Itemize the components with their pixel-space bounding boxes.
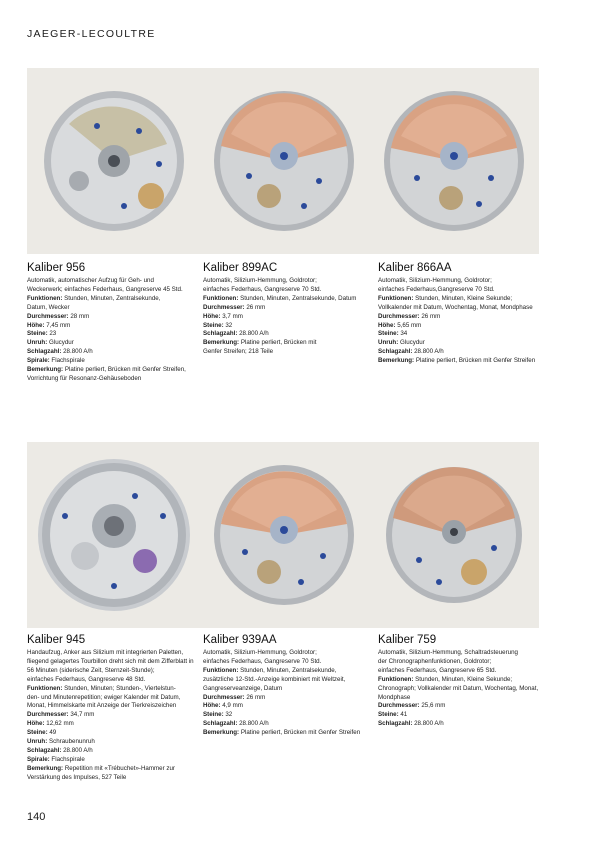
spec-line [27,685,202,694]
spec-value: den- und Minutenrepetition; ewiger Kalender mit Datum, [27,693,181,701]
spec-value: 28.800 A/h [61,746,93,754]
spec-value: Repetition mit «Trébuchet»-Hammer zur [63,764,175,772]
spec-line [378,357,553,366]
spec-line [27,711,202,720]
spec-value: 49 [47,729,57,737]
caliber-956-image [29,68,199,254]
spec-value: 3,7 mm [220,312,243,320]
spec-value: 28.800 A/h [412,348,444,356]
spec-line [378,339,553,348]
spec-line [203,295,378,304]
caliber-866aa-image [369,68,539,254]
spec-value: Stunden, Minuten; Stunden-, Viertelstun- [62,684,176,692]
spec-line [203,685,378,694]
spec-line [378,348,553,357]
spec-label: Funktionen: [27,684,63,692]
spec-label: Schlagzahl: [203,330,238,338]
spec-value: Glucydur [47,339,74,347]
caliber-945-image [29,442,199,628]
caliber-759-card [378,634,553,729]
caliber-866aa-card [378,262,553,366]
spec-label: Steine: [203,321,224,329]
spec-value: einfaches Federhaus,Gangreserve 70 Std. [378,285,495,293]
spec-line [27,286,202,295]
spec-label: Bemerkung: [27,366,64,374]
spec-line [27,366,202,375]
spec-value: Platine perliert, Brücken mit [239,339,317,347]
spec-value: der Chronographenfunktionen, Goldrotor; [378,657,492,665]
spec-line [203,348,378,357]
spec-line [378,694,553,703]
spec-line [203,711,378,720]
spec-line [203,322,378,331]
spec-label: Funktionen: [203,294,239,302]
caliber-title: Kaliber 939AA [203,634,277,646]
spec-value: einfaches Federhaus, Gangreserve 65 Std. [378,666,497,674]
spec-line [27,765,202,774]
spec-line [27,304,202,313]
spec-value: 25,6 mm [419,702,446,710]
spec-label: Steine: [203,711,224,719]
spec-value: Platine perliert, Brücken mit Genfer Streifen, [63,366,186,374]
spec-line [27,747,202,756]
spec-line [378,286,553,295]
spec-label: Steine: [378,711,399,719]
spec-value: Mondphase [378,693,411,701]
spec-label: Steine: [378,330,399,338]
caliber-899ac-image [199,68,369,254]
spec-line [203,694,378,703]
spec-value: einfaches Federhaus, Gangreserve 70 Std. [203,285,322,293]
spec-label: Spirale: [27,357,50,365]
spec-line [203,277,378,286]
spec-value: Automatik, Silizium-Hemmung, Schaltradsteuerung [378,649,518,656]
spec-value: 23 [47,330,57,338]
spec-value: 34,7 mm [68,711,95,719]
spec-value: 56 Minuten (siderische Zeit, Sternzeit-Stunde); [27,666,155,674]
spec-line [27,667,202,676]
spec-label: Schlagzahl: [378,348,413,356]
spec-value: Stunden, Minuten, Zentralsekunde, [238,666,337,674]
spec-line [203,339,378,348]
spec-value: 28 mm [68,312,90,320]
spec-value: 26 mm [244,303,266,311]
spec-label: Durchmesser: [27,312,69,320]
spec-value: fliegend gelagertes Tourbillon dreht sich mit dem Zifferblatt in [27,657,194,665]
spec-line [203,286,378,295]
spec-value: Verstärkung des Impulses, 527 Teile [27,773,127,781]
spec-line [378,658,553,667]
spec-label: Durchmesser: [27,711,69,719]
spec-label: Höhe: [203,312,221,320]
spec-line [378,277,553,286]
spec-value: Automatik, Silizium-Hemmung, Goldrotor; [203,649,317,656]
spec-label: Durchmesser: [203,303,245,311]
spec-label: Schlagzahl: [27,348,62,356]
spec-label: Schlagzahl: [27,746,62,754]
spec-value: Datum, Wecker [27,303,70,311]
caliber-title: Kaliber 899AC [203,262,278,274]
spec-value: 26 mm [419,312,441,320]
page-number: 140 [27,811,46,823]
spec-line [203,702,378,711]
caliber-899ac-card [203,262,378,357]
spec-value: Stunden, Minuten, Zentralsekunde, Datum [238,294,357,302]
spec-value: Stunden, Minuten, Zentralsekunde, [62,294,161,302]
spec-line [203,667,378,676]
spec-value: Flachspirale [49,755,85,763]
spec-line [378,330,553,339]
spec-label: Schlagzahl: [203,720,238,728]
spec-line [378,702,553,711]
spec-label: Steine: [27,330,48,338]
spec-line [203,676,378,685]
spec-value: Genfer Streifen; 218 Teile [203,348,274,356]
spec-line [203,649,378,658]
spec-value: Chronograph; Vollkalender mit Datum, Wochentag, Monat, [378,684,539,692]
spec-line [27,313,202,322]
spec-label: Unruh: [378,339,399,347]
spec-line [378,676,553,685]
spec-label: Durchmesser: [378,312,420,320]
spec-value: 26 mm [244,693,266,701]
spec-label: Höhe: [378,321,396,329]
spec-value: 34 [398,330,408,338]
movement-photo-band-top [27,68,539,254]
spec-line [27,756,202,765]
spec-line [203,304,378,313]
spec-line [203,313,378,322]
spec-line [27,357,202,366]
spec-label: Funktionen: [203,666,239,674]
spec-label: Höhe: [27,720,45,728]
spec-value: Weckerwerk; einfaches Federhaus, Gangreserve 45 Std. [27,285,183,293]
spec-label: Unruh: [27,339,48,347]
caliber-title: Kaliber 866AA [378,262,452,274]
spec-line [27,375,202,384]
spec-line [27,720,202,729]
spec-line [27,676,202,685]
spec-line [27,774,202,783]
spec-value: Automatik, automatischer Aufzug für Geh- und [27,277,154,284]
spec-line [378,720,553,729]
spec-line [203,658,378,667]
caliber-939aa-image [199,442,369,628]
spec-line [27,322,202,331]
spec-line [27,348,202,357]
spec-line [378,304,553,313]
spec-label: Funktionen: [378,294,414,302]
spec-label: Funktionen: [27,294,63,302]
spec-value: 32 [223,321,233,329]
movement-photo-band-bottom [27,442,539,628]
spec-label: Bemerkung: [27,764,64,772]
spec-label: Höhe: [27,321,45,329]
spec-value: 4,9 mm [220,702,243,710]
spec-value: 28.800 A/h [237,330,269,338]
spec-value: Glucydur [398,339,425,347]
spec-line [27,658,202,667]
spec-line [27,277,202,286]
spec-line [203,729,378,738]
spec-line [378,667,553,676]
spec-value: einfaches Federhaus, Gangreserve 70 Std. [203,657,322,665]
caliber-945-card [27,634,202,783]
spec-line [27,339,202,348]
spec-value: Stunden, Minuten, Kleine Sekunde; [413,294,513,302]
spec-line [378,313,553,322]
spec-label: Bemerkung: [203,339,240,347]
spec-value: Automatik, Silizium-Hemmung, Goldrotor; [203,277,317,284]
spec-value: Platine perliert, Brücken mit Genfer Streifen [239,729,361,737]
spec-line [27,729,202,738]
spec-value: 41 [398,711,408,719]
brand-header: JAEGER-LECOULTRE [27,28,156,40]
caliber-title: Kaliber 956 [27,262,86,274]
spec-line [378,649,553,658]
spec-line [27,694,202,703]
caliber-759-image [369,442,539,628]
spec-value: einfaches Federhaus, Gangreserve 48 Std. [27,675,146,683]
spec-value: 32 [223,711,233,719]
caliber-939aa-card [203,634,378,738]
spec-label: Spirale: [27,755,50,763]
spec-label: Schlagzahl: [378,720,413,728]
spec-value: 5,65 mm [395,321,422,329]
spec-value: 28.800 A/h [412,720,444,728]
spec-label: Unruh: [27,738,48,746]
spec-value: Handaufzug, Anker aus Silizium mit integrierten Paletten, [27,649,184,656]
spec-line [27,649,202,658]
spec-value: Monat, Himmelskarte mit Anzeige der Tierkreiszeichen [27,702,177,710]
caliber-title: Kaliber 945 [27,634,86,646]
spec-label: Bemerkung: [203,729,240,737]
spec-value: Platine perliert, Brücken mit Genfer Streifen [414,357,536,365]
spec-line [203,720,378,729]
spec-value: 28.800 A/h [237,720,269,728]
spec-line [27,738,202,747]
spec-label: Bemerkung: [378,357,415,365]
spec-value: 28.800 A/h [61,348,93,356]
spec-value: Vollkalender mit Datum, Wochentag, Monat, Mondphase [378,303,533,311]
spec-line [27,330,202,339]
spec-line [203,330,378,339]
spec-value: Stunden, Minuten, Kleine Sekunde; [413,675,513,683]
spec-value: 7,45 mm [44,321,71,329]
spec-value: Automatik, Silizium-Hemmung, Goldrotor; [378,277,492,284]
spec-line [378,322,553,331]
spec-line [378,295,553,304]
spec-line [27,702,202,711]
spec-label: Durchmesser: [378,702,420,710]
spec-label: Funktionen: [378,675,414,683]
spec-label: Steine: [27,729,48,737]
caliber-title: Kaliber 759 [378,634,437,646]
spec-value: zusätzliche 12-Std.-Anzeige kombiniert mit Weltzeit, [203,675,346,683]
spec-line [27,295,202,304]
spec-value: 12,62 mm [44,720,74,728]
spec-value: Gangreserveanzeige, Datum [203,684,283,692]
spec-value: Vorrichtung für Resonanz-Gehäuseboden [27,374,142,382]
spec-line [378,711,553,720]
caliber-956-card [27,262,202,384]
spec-value: Flachspirale [49,357,85,365]
spec-label: Höhe: [203,702,221,710]
spec-line [378,685,553,694]
spec-label: Durchmesser: [203,693,245,701]
spec-value: Schraubenunruh [47,738,95,746]
